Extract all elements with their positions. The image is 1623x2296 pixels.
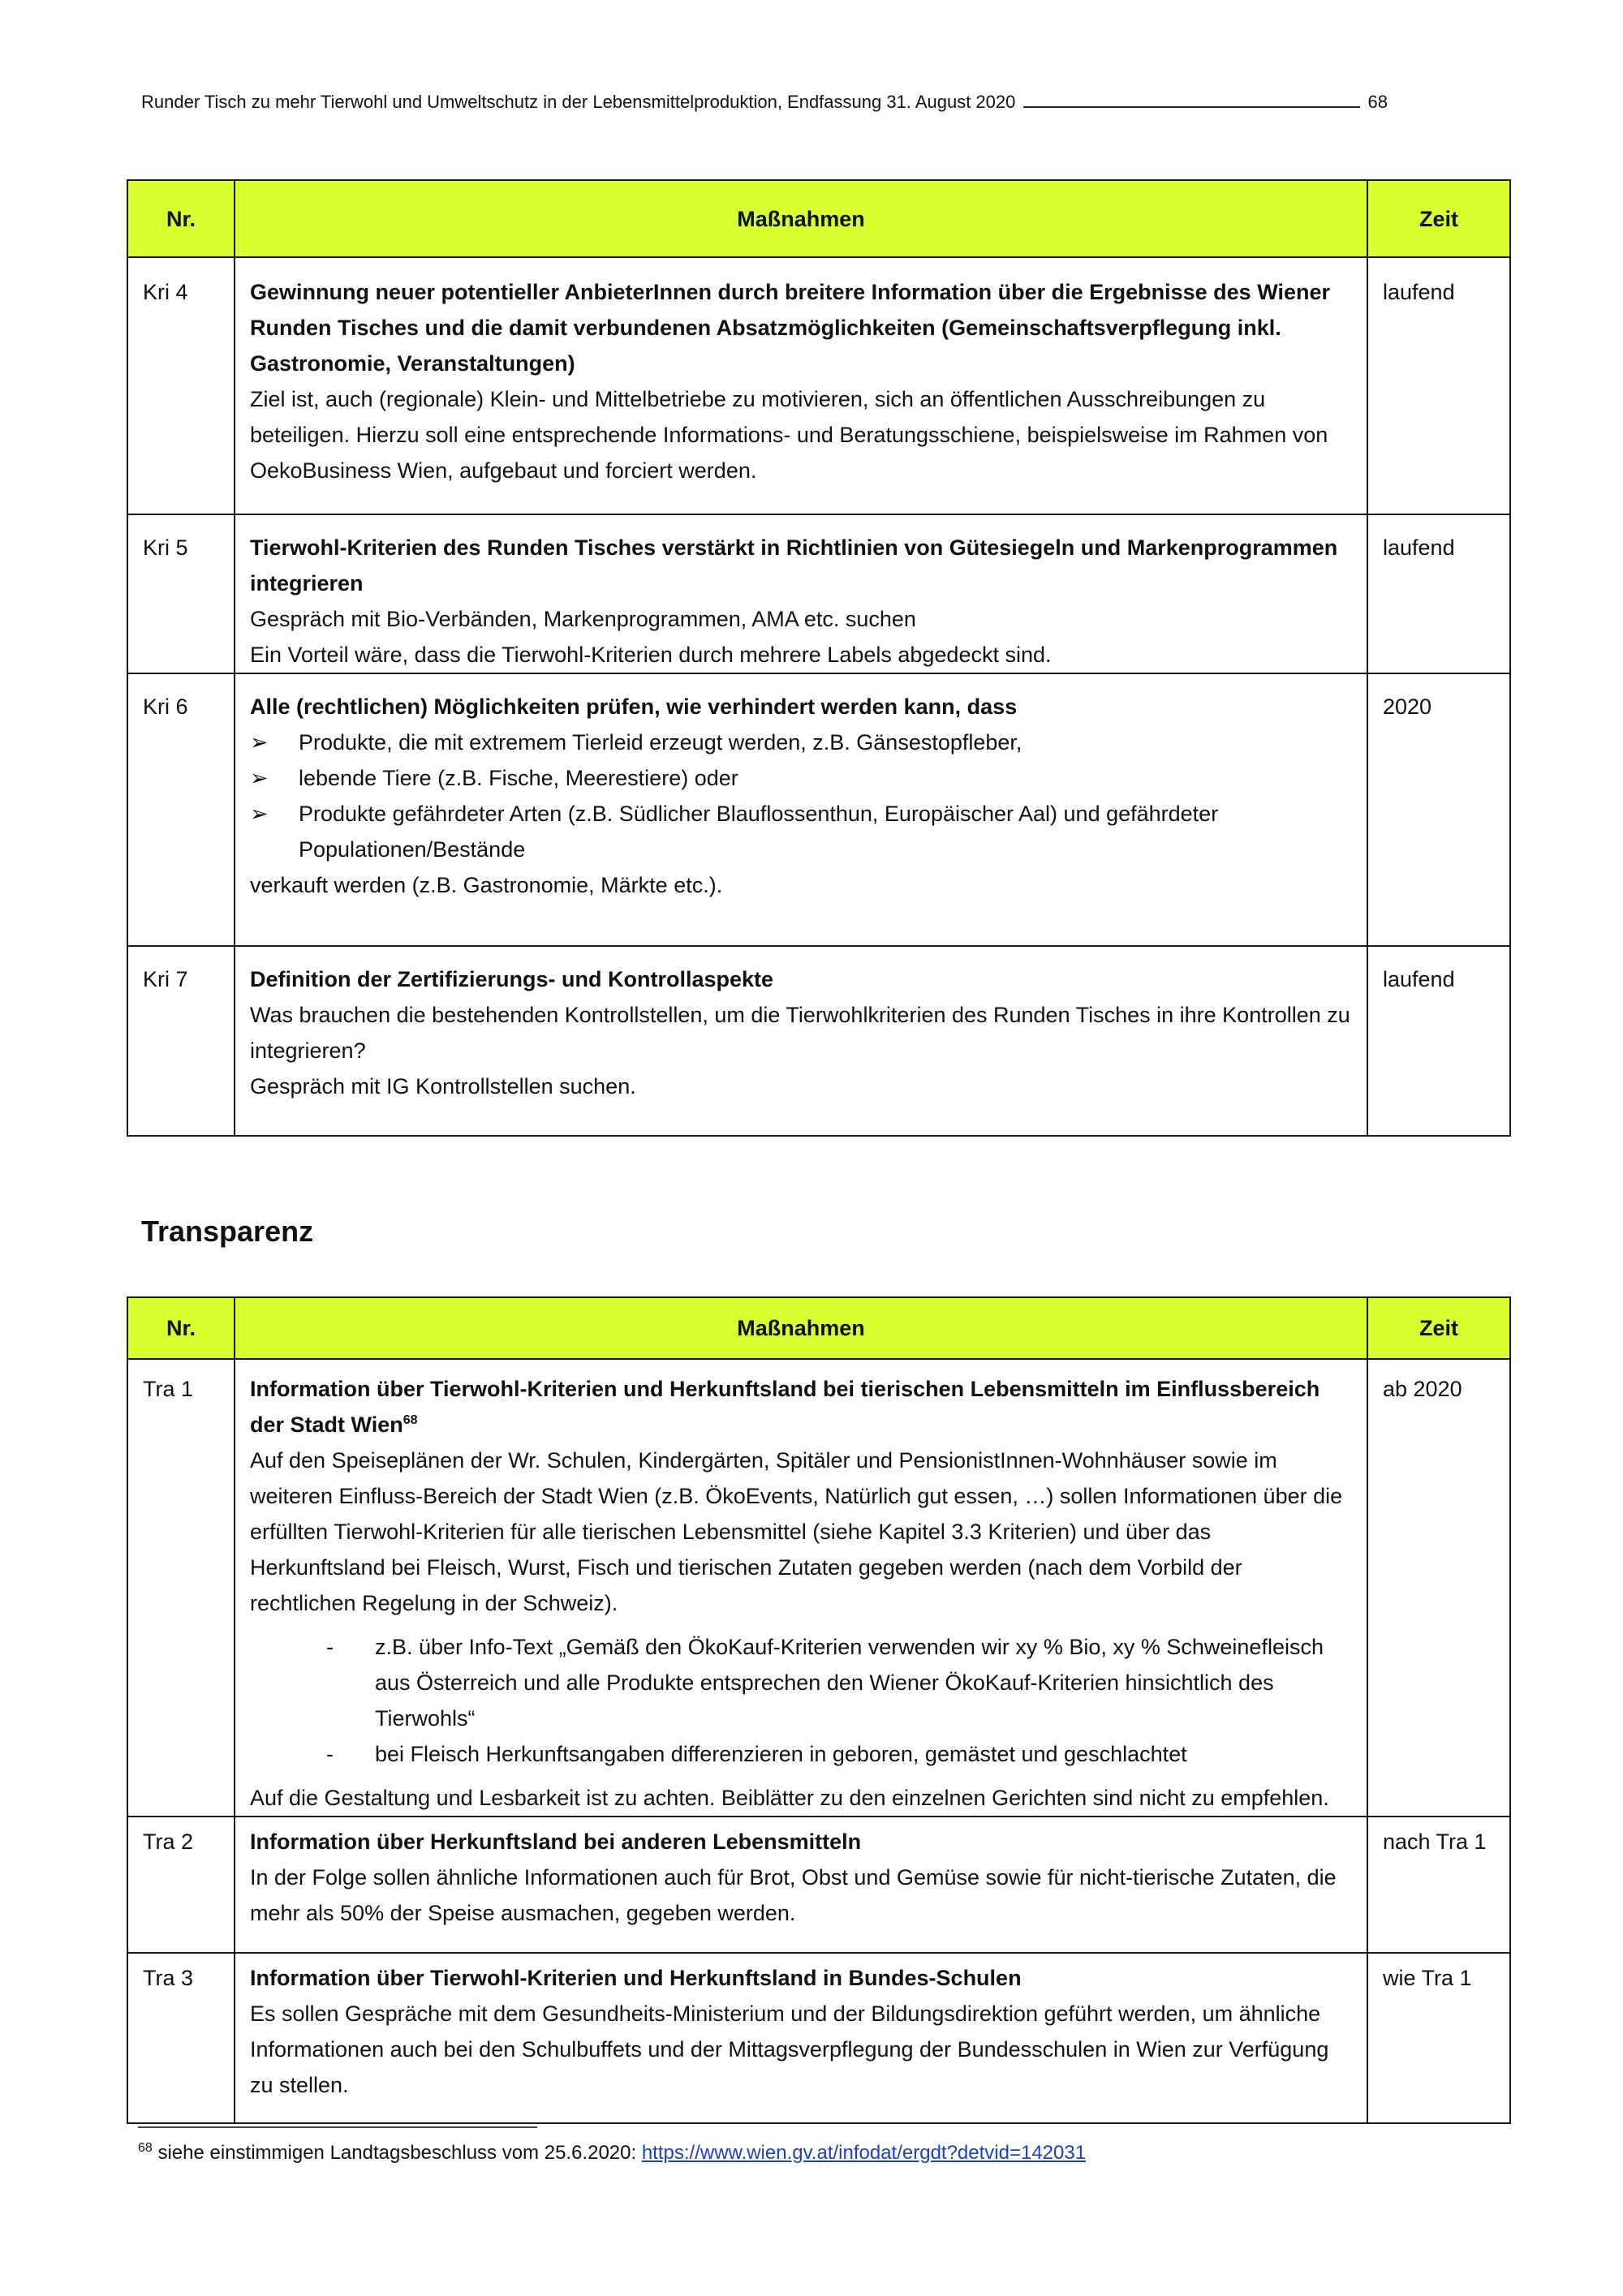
row-zeit: laufend [1367, 946, 1510, 1136]
measure-text: Gespräch mit Bio-Verbänden, Markenprogrammen, AMA etc. suchen [250, 607, 916, 631]
table-header-row [127, 180, 1510, 257]
table-header-row [127, 1297, 1510, 1359]
table-row [127, 1817, 1510, 1953]
measure-text: verkauft werden (z.B. Gastronomie, Märkte etc.). [250, 873, 723, 897]
measure-title: Information über Tierwohl-Kriterien und Herkunftsland bei tierischen Lebensmitteln im Einflussbereich der Stadt Wien$^{68}$ [250, 1377, 1320, 1437]
measure-text: Es sollen Gespräche mit dem Gesundheits-Ministerium und der Bildungsdirektion geführt werden, um ähnliche Informationen auch bei den Schulbuffets und der Mittagsverpflegung der Bundesschulen in Wien zur Verfügung zu stellen. [250, 2001, 1329, 2097]
list-item: - bei Fleisch Herkunftsangaben differenzieren in geboren, gemästet und geschlachtet [250, 1736, 1352, 1772]
row-measure [235, 1817, 1367, 1953]
header-title: Runder Tisch zu mehr Tierwohl und Umweltschutz in der Lebensmittelproduktion, Endfassung 31. August 2020 [141, 92, 1016, 112]
row-nr: Kri 7 [127, 946, 235, 1136]
measure-title: Tierwohl-Kriterien des Runden Tisches verstärkt in Richtlinien von Gütesiegeln und Markenprogrammen integrieren [250, 535, 1338, 595]
footnote-link[interactable]: https://www.wien.gv.at/infodat/ergdt?detvid=142031 [641, 2142, 1087, 2164]
row-zeit: laufend [1367, 257, 1510, 514]
footnote-ref[interactable]: 68 [403, 1413, 418, 1427]
row-measure [235, 1359, 1367, 1817]
measure-text: Was brauchen die bestehenden Kontrollstellen, um die Tierwohlkriterien des Runden Tisches in ihre Kontrollen zu integrieren? [250, 1003, 1350, 1063]
arrow-bullet-icon: ➢ [250, 802, 269, 826]
footnote-text: siehe einstimmigen Landtagsbeschluss vom 25.6.2020: [157, 2142, 642, 2164]
table-row [127, 1359, 1510, 1817]
row-nr: Kri 4 [127, 257, 235, 514]
row-nr: Tra 3 [127, 1953, 235, 2123]
list-item: ➢ lebende Tiere (z.B. Fische, Meerestiere) oder [250, 760, 1352, 796]
row-zeit: nach Tra 1 [1367, 1817, 1510, 1953]
section-title: Transparenz [141, 1215, 314, 1248]
row-zeit: laufend [1367, 514, 1510, 673]
measure-title: Gewinnung neuer potentieller AnbieterInnen durch breitere Information über die Ergebnisse des Wiener Runden Tisches und die damit verbundenen Absatzmöglichkeiten (Gemeinschaftsverpflegung inkl. Gastronomie, Veranstaltungen) [250, 280, 1330, 376]
row-measure [235, 257, 1367, 514]
column-header-zeit: Zeit [1367, 180, 1510, 257]
measure-text: Ziel ist, auch (regionale) Klein- und Mittelbetriebe zu motivieren, sich an öffentlichen Ausschreibungen zu beteiligen. Hierzu soll eine entsprechende Informations- und Beratungsschiene, beispielsweise im Rahmen von OekoBusiness Wien, aufgebaut und forciert werden. [250, 387, 1328, 483]
row-nr: Kri 6 [127, 673, 235, 946]
measure-text: Gespräch mit IG Kontrollstellen suchen. [250, 1074, 636, 1099]
dash-bullet-icon: - [326, 1742, 334, 1766]
measure-title: Alle (rechtlichen) Möglichkeiten prüfen, wie verhindert werden kann, dass [250, 694, 1018, 719]
row-zeit: wie Tra 1 [1367, 1953, 1510, 2123]
measures-table-transparency [127, 1296, 1511, 2124]
column-header-massnahmen: Maßnahmen [235, 1297, 1367, 1359]
page-header [141, 92, 1388, 113]
measure-text: In der Folge sollen ähnliche Informationen auch für Brot, Obst und Gemüse sowie für nicht-tierische Zutaten, die mehr als 50% der Speise ausmachen, gegeben werden. [250, 1865, 1337, 1925]
row-measure [235, 514, 1367, 673]
column-header-nr: Nr. [127, 180, 235, 257]
list-item: - z.B. über Info-Text „Gemäß den ÖkoKauf-Kriterien verwenden wir xy % Bio, xy % Schweinefleisch aus Österreich und alle Produkte entsprechen den Wiener ÖkoKauf-Kriterien hinsichtlich des Tierwohls“ [250, 1629, 1352, 1736]
measure-dash-list [250, 1629, 1352, 1772]
table-row [127, 946, 1510, 1136]
arrow-bullet-icon: ➢ [250, 730, 269, 755]
measure-text: Ein Vorteil wäre, dass die Tierwohl-Kriterien durch mehrere Labels abgedeckt sind. [250, 643, 1052, 667]
table-row [127, 673, 1510, 946]
measures-table-criteria [127, 179, 1511, 1137]
row-nr: Tra 2 [127, 1817, 235, 1953]
table-row [127, 257, 1510, 514]
footnote [138, 2142, 1086, 2165]
measure-text: Auf den Speiseplänen der Wr. Schulen, Kindergärten, Spitäler und PensionistInnen-Wohnhäuser sowie im weiteren Einfluss-Bereich der Stadt Wien (z.B. ÖkoEvents, Natürlich gut essen, …) sollen Informationen über die erfüllten Tierwohl-Kriterien für alle tierischen Lebensmittel (siehe Kapitel 3.3 Kriterien) und über das Herkunftsland bei Fleisch, Wurst, Fisch und tierischen Zutaten gegeben werden (nach dem Vorbild der rechtlichen Regelung in der Schweiz). [250, 1448, 1343, 1615]
measure-title: Definition der Zertifizierungs- und Kontrollaspekte [250, 967, 774, 991]
dash-bullet-icon: - [326, 1635, 334, 1659]
row-nr: Tra 1 [127, 1359, 235, 1817]
footnote-divider [138, 2126, 537, 2128]
row-zeit: ab 2020 [1367, 1359, 1510, 1817]
row-measure [235, 946, 1367, 1136]
header-rule [1023, 106, 1359, 108]
footnote-number: 68 [138, 2141, 153, 2155]
row-nr: Kri 5 [127, 514, 235, 673]
list-item: ➢ Produkte gefährdeter Arten (z.B. Südlicher Blauflossenthun, Europäischer Aal) und gefährdeter Populationen/Bestände [250, 796, 1352, 867]
page-number: 68 [1367, 92, 1388, 112]
table-row [127, 514, 1510, 673]
column-header-massnahmen: Maßnahmen [235, 180, 1367, 257]
column-header-zeit: Zeit [1367, 1297, 1510, 1359]
column-header-nr: Nr. [127, 1297, 235, 1359]
row-zeit: 2020 [1367, 673, 1510, 946]
table-row [127, 1953, 1510, 2123]
measure-text: Auf die Gestaltung und Lesbarkeit ist zu achten. Beiblätter zu den einzelnen Gerichten sind nicht zu empfehlen. [250, 1786, 1329, 1810]
list-item: ➢ Produkte, die mit extremem Tierleid erzeugt werden, z.B. Gänsestopfleber, [250, 724, 1352, 760]
measure-title: Information über Tierwohl-Kriterien und Herkunftsland in Bundes-Schulen [250, 1966, 1022, 1990]
measure-title: Information über Herkunftsland bei anderen Lebensmitteln [250, 1829, 862, 1854]
row-measure [235, 1953, 1367, 2123]
row-measure [235, 673, 1367, 946]
measure-bullet-list [250, 724, 1352, 867]
arrow-bullet-icon: ➢ [250, 766, 269, 790]
